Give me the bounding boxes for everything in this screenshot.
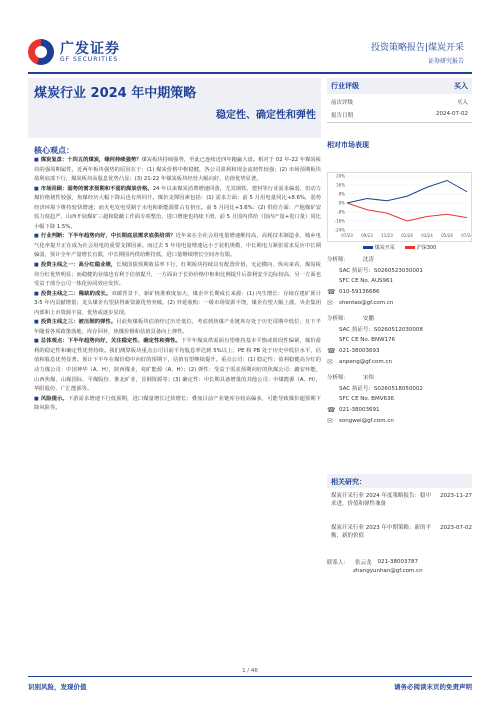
analyst-phone [327, 286, 472, 297]
analyst-cert [327, 323, 472, 334]
rating-label: 行业评级 [331, 82, 359, 90]
logo [28, 38, 138, 66]
cert-text: SFC CE No. BNW176 [339, 336, 396, 343]
bullet-icon: ■ [34, 185, 39, 192]
email-text: songwei@gf.com.cn [339, 417, 394, 424]
paragraph-lead: 行业判断：下半年趋势向好，中长期底层需求底供给项？ [40, 233, 176, 240]
phone-icon: ☎ [327, 346, 336, 355]
bullet-icon: ■ [34, 319, 39, 326]
y-tick-label: 8% [338, 191, 345, 197]
y-tick-label: 0% [338, 200, 345, 206]
related-item-title: 煤炭开采行业 2023 年中期策略：新的平衡，新的价值 [331, 525, 431, 539]
cert-text: SAC 执证号：S0260512030008 [339, 326, 423, 333]
analyst-cert [327, 264, 472, 275]
paragraph-text: 煤炭板块持续强势，至此已连续近四年跑赢大盘。相对于 02 年-22 年煤炭板块的强周期属性，近两年板块强势的原因在于：(1) 煤炭价格中枢稳健，各公司盈利和现金流韧性较强；(2) 市场预期板块盈利底部下行，煤炭板块高股息优势凸显；(3) 21-22 年煤炭板块经营大幅向好，估值优势显著。 [34, 157, 321, 183]
y-tick-label: -16% [334, 218, 345, 224]
analyst-cert [327, 275, 472, 286]
cert-text: SAC 执证号：S0260523030001 [339, 267, 423, 274]
cert-text: SAC 执证号：S0260518050002 [339, 385, 423, 392]
core-paragraph [34, 261, 321, 290]
report-subtitle: 稳定性、确定性和弹性 [216, 110, 316, 121]
analyst-label: 分析师： [327, 315, 350, 322]
analyst-cert [327, 393, 472, 404]
legend-hs300-label: 沪深300 [416, 245, 437, 251]
contact-email[interactable]: zhangyunhan@gf.com.cn [353, 568, 423, 574]
paragraph-text: 下半年煤炭供需面有望维持基本平衡或阶段性偏紧，煤价盈利的稳定性和确定性优势持续。我们测算板块重点公司目前平均股息率达到 5%以上，PE 和 PB 处于历史中低位水平，估值和股息优势显著。预计下半年在煤价稳中向好的预期下，估值有望继续提升。重点公司：(1) 稳定性：盈利稳健高分红的动力煤公司：中国神华（A、H），陕西煤业，兖矿能源（A、H）；(2) 弹性：受益于需求预期向好的焦煤公司：潞安环能，山西焦煤、山煤国际、平煤股份、淮北矿业，首钢资源等；(3) 确定性：中长期具备增量的其他公司：中煤能源（A、H），华阳股份，广汇能源等。 [34, 338, 321, 393]
x-tick-label: 03/24 [421, 233, 433, 238]
bullet-icon: ■ [34, 290, 39, 297]
rating-value: 买入 [454, 82, 468, 90]
analyst-name-row [327, 371, 472, 382]
y-tick-label: 24% [336, 173, 345, 179]
paragraph-lead: 投资主线之二：稀缺的成长。 [40, 290, 112, 297]
chart-frame [327, 172, 472, 242]
analyst-email[interactable] [327, 297, 472, 308]
rating-divider [327, 122, 472, 123]
phone-icon: ☎ [327, 287, 336, 296]
x-tick-label: 09/23 [361, 233, 373, 238]
report-date-label: 报告日期 [331, 113, 354, 119]
analyst-name-row [327, 253, 472, 264]
analyst-name-row [327, 312, 472, 323]
email-text: shentao@gf.com.cn [339, 299, 394, 306]
core-paragraph [34, 290, 321, 319]
report-header [371, 40, 464, 65]
contact-row [327, 556, 472, 568]
core-paragraph [34, 232, 321, 261]
y-tick-label: -24% [334, 227, 345, 233]
contact-block [327, 556, 472, 574]
market-title: 相对市场表现 [327, 141, 369, 149]
cert-text: SFC CE No. AUS961 [339, 277, 393, 284]
legend-coal-label: 煤炭开采 [374, 245, 395, 251]
legend-coal [363, 244, 395, 251]
legend-hs300 [405, 244, 437, 251]
x-tick-label: 07/24 [461, 233, 472, 238]
x-tick-label: 05/24 [441, 233, 453, 238]
email-text: anpeng@gf.com.cn [339, 358, 392, 365]
footer-slogan: 识别风险，发现价值 [28, 683, 87, 691]
analyst-email[interactable] [327, 415, 472, 426]
analyst-name: 安鹏 [363, 315, 375, 322]
related-item-date: 2023-11-27 [440, 493, 472, 499]
phone-text: 021-38003691 [339, 406, 380, 413]
phone-icon: ☎ [327, 405, 336, 414]
bullet-icon: ■ [34, 157, 39, 163]
core-paragraph [34, 395, 321, 414]
x-tick-label: 07/23 [341, 233, 353, 238]
report-sub: 证券研究报告 [427, 58, 464, 65]
paragraph-text: 长城国债预期收益率下行，红利板块持续具有配置价值，无论横向、纵向来看，煤炭板块分红优势明显；而稳健的业绩也有利于估值提升，一方面由于长协价格中枢和比例提升后盈利安全边际较高，另一方面也受益于部分公司一体化协同效应发挥。 [34, 262, 321, 288]
related-item-date: 2023-07-02 [440, 525, 472, 531]
core-body [34, 156, 321, 414]
footer-disclaimer: 请务必阅读末页的免责声明 [394, 683, 472, 691]
analyst-phone [327, 345, 472, 356]
cert-text: SFC CE No. BMV636 [339, 395, 394, 402]
top-divider [28, 72, 472, 74]
email-icon: ✉ [327, 357, 333, 366]
paragraph-text: 双碳背景下，新矿核准难度加大，煤企中长期成长来源：(1) 内生增长：存续在建矿预计 3-5 年内贡献增量；龙头煤企有望获得新资源优势突破。(2) 外延收购：一级市场资源丰饶，煤企有望大幅上涨，央企集团内部和上市资源丰富，优势或逐步显现。 [34, 290, 321, 316]
phone-text: 010-59136686 [339, 288, 380, 295]
report-type: 投资策略报告|煤炭开采 [370, 43, 464, 53]
bullet-icon: ■ [34, 395, 39, 402]
email-icon: ✉ [327, 416, 333, 425]
email-icon: ✉ [327, 298, 333, 307]
x-tick-label: 01/24 [401, 233, 413, 238]
paragraph-lead: 风险提示。 [40, 395, 68, 402]
analyst-label: 分析师： [327, 374, 350, 381]
paragraph-text: 24 年以来煤炭消费增速回落，尤其钢铁、建材等行业需求偏弱，但动力煤价格韧性较强，焦煤经历大幅下降后也有所回升。煤价支撑因素包括：(1) 需求方面：前 5 月用电量同比+8.6%，弱势经济环境下维持较快增速；而火电发电受制于水电和新能源排占有挤压。前 5 月同比+3.6%；(2) 供给方面：产地煤矿安监力度趋严，山西开展煤矿三超和隐蔽工作面专项整治，进口增速也持续下滑，前 5 月国内供给（国内产量+进口量）同比小幅下降 1.5%。 [34, 185, 321, 230]
paragraph-lead: 投资主线之一：高分红稳业绩， [40, 262, 117, 269]
analyst-email[interactable] [327, 356, 472, 367]
phone-text: 021-38003693 [339, 347, 380, 354]
legend-coal-swatch [363, 246, 373, 249]
relative-performance-chart [327, 172, 472, 242]
analyst-block [327, 253, 472, 426]
logo-cn-text: 广发证券 [60, 40, 120, 57]
analyst-cert [327, 334, 472, 345]
y-tick-label: 16% [336, 182, 345, 188]
bullet-icon: ■ [34, 262, 39, 269]
paragraph-lead: 投资主线之三：被压制的弹性。 [40, 319, 117, 326]
paragraph-text: 近年来在全社会用电量增速维持高，高耗技术制造业、城乡电气化率提升正在成为社会用电的重要支撑因素。而过去 5 年用电量增速远小于装机规模，中长期电力紧张需求反应中长期偏弱，预计全年产量增长有限，中长期国内供给维持低，进口量继续增长空间亦有限。 [34, 233, 321, 259]
core-title: 核心观点： [34, 146, 74, 155]
analyst-name: 沈涛 [363, 256, 375, 263]
page-number: 1 / 46 [242, 668, 258, 674]
paragraph-text: 下游需求增速下行低预期，进口煤量增长过快增长；叠加目前产业链库存较高偏多，可能导致煤价超预期下降风险等。 [34, 395, 321, 412]
report-title: 煤炭行业 2024 年中期策略 [34, 86, 197, 101]
prev-rating-row [327, 98, 472, 106]
paragraph-lead: 市场回顾：弱势的需求预期和不弱的煤炭价格。 [40, 185, 153, 192]
core-paragraph [34, 185, 321, 233]
footer-divider [28, 676, 472, 677]
x-tick-label: 11/23 [381, 233, 393, 238]
paragraph-lead: 煤炭复盘：十四五的煤炭，缘何持续强势？ [40, 157, 142, 163]
report-date-row [327, 111, 472, 119]
logo-en-text: GF SECURITIES [60, 55, 119, 63]
rating-header [327, 78, 472, 94]
core-paragraph [34, 337, 321, 394]
chart-legend [327, 244, 472, 251]
contact-name: 张云龙 [355, 560, 372, 566]
related-item-title: 煤炭开采行业 2024 年度策略报告：稳中求进，价值和弹性兼备 [331, 493, 431, 507]
paragraph-text: 目前焦煤板块估值经过历史低位，考虑到焦煤产业链库存处于历史周期中低位，且下半年随着各项政策落地、库存回补，焦煤价格和估值具备向上弹性。 [34, 319, 321, 335]
related-item[interactable] [331, 492, 472, 508]
core-paragraph [34, 318, 321, 337]
analyst-label: 分析师： [327, 256, 350, 263]
analyst-cert [327, 382, 472, 393]
bullet-icon: ■ [34, 338, 39, 345]
paragraph-lead: 总体观点：下半年趋势向好，关注稳定性、确定性和弹性。 [40, 338, 181, 345]
related-title: 相关研究： [327, 474, 472, 488]
prev-rating-label: 前次评级 [331, 100, 354, 106]
core-paragraph [34, 156, 321, 185]
bullet-icon: ■ [34, 233, 39, 240]
analyst-name: 宋炜 [363, 374, 375, 381]
contact-label: 联系人： [327, 560, 350, 566]
prev-rating-value: 买入 [456, 100, 468, 106]
report-date-value: 2024-07-02 [436, 111, 468, 117]
analyst-phone [327, 404, 472, 415]
y-tick-label: -8% [337, 209, 345, 215]
legend-hs300-swatch [405, 246, 415, 249]
related-item[interactable] [331, 524, 472, 540]
gf-logo-icon [28, 39, 54, 65]
contact-phone: 021-38003787 [377, 559, 419, 565]
